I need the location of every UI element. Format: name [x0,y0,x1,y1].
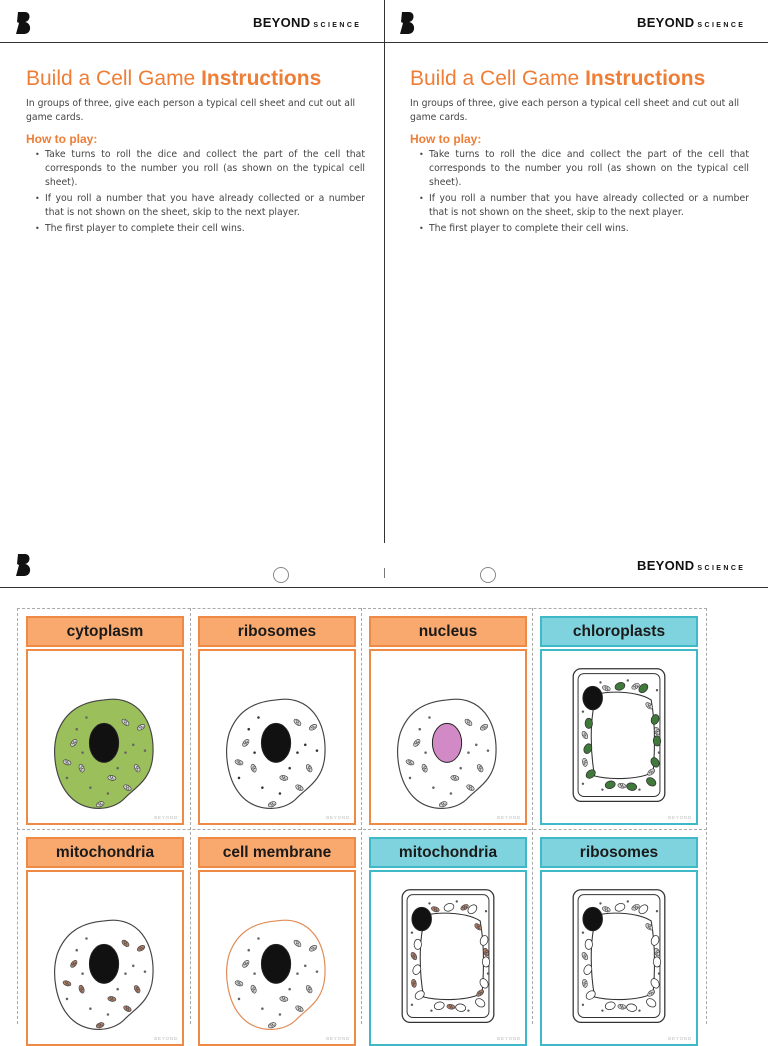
cut-line [17,608,18,1024]
game-card [540,837,698,1046]
card-illustration-frame [369,870,527,1046]
card-illustration-frame [26,649,184,825]
card-watermark: BEYOND [668,1036,692,1041]
card-label: cell membrane [198,837,356,868]
game-card [198,616,356,825]
game-card [26,616,184,825]
rule-item: • If you roll a number that you have already collected or a number that is not shown on the sheet, skip to the next player. [417,192,749,220]
plant-cell-icon [542,872,696,1044]
intro-text-right: In groups of three, give each person a typical cell sheet and cut out all game cards. [410,98,740,123]
rules-list-right [417,148,749,238]
page-title-right: Build a Cell Game Instructions [410,67,706,90]
plant-cell-icon [371,872,525,1044]
card-watermark: BEYOND [326,815,350,820]
game-card [369,616,527,825]
game-card [198,837,356,1046]
rule-item: • The first player to complete their cell wins. [33,222,365,236]
how-to-play-left: How to play: [26,132,98,146]
beyond-logo-icon [14,552,34,578]
rules-list-left [33,148,365,238]
card-watermark: BEYOND [497,1036,521,1041]
brand-wordmark [253,15,361,30]
card-watermark: BEYOND [154,815,178,820]
brand-sub: SCIENCE [697,565,746,572]
animal-cell-icon [200,651,354,823]
cut-line [706,608,707,1024]
cut-line [17,829,707,830]
card-watermark: BEYOND [154,1036,178,1041]
game-card [26,837,184,1046]
fold-mark [384,568,385,578]
card-label: mitochondria [26,837,184,868]
card-watermark: BEYOND [326,1036,350,1041]
game-card [369,837,527,1046]
card-label: nucleus [369,616,527,647]
center-divider [384,0,385,543]
punch-hole-icon [273,567,289,583]
game-card [540,616,698,825]
animal-cell-icon [200,872,354,1044]
rule-item: • Take turns to roll the dice and collect the part of the cell that corresponds to the number you roll (as shown on the typical cell sheet). [417,148,749,190]
cut-line [361,608,362,1024]
brand-name: BEYOND [253,15,311,30]
rule-item: • The first player to complete their cell wins. [417,222,749,236]
card-label: ribosomes [198,616,356,647]
cut-line [532,608,533,1024]
plant-cell-icon [542,651,696,823]
cut-line [17,608,707,609]
cut-line [190,608,191,1024]
animal-cell-icon [371,651,525,823]
brand-sub: SCIENCE [313,22,362,29]
card-label: cytoplasm [26,616,184,647]
card-label: ribosomes [540,837,698,868]
card-watermark: BEYOND [497,815,521,820]
card-illustration-frame [540,870,698,1046]
card-label: mitochondria [369,837,527,868]
animal-cell-icon [28,651,182,823]
card-watermark: BEYOND [668,815,692,820]
brand-name: BEYOND [637,558,695,573]
brand-wordmark [637,15,745,30]
rule-item: • Take turns to roll the dice and collect the part of the cell that corresponds to the number you roll (as shown on the typical cell sheet). [33,148,365,190]
lower-divider [0,587,768,588]
beyond-logo-icon [14,10,34,36]
intro-text-left: In groups of three, give each person a typical cell sheet and cut out all game cards. [26,98,356,123]
card-illustration-frame [198,870,356,1046]
brand-sub: SCIENCE [697,22,746,29]
card-label: chloroplasts [540,616,698,647]
beyond-logo-icon [398,10,418,36]
card-illustration-frame [198,649,356,825]
card-illustration-frame [26,870,184,1046]
card-illustration-frame [540,649,698,825]
page-title-left: Build a Cell Game Instructions [26,67,322,90]
rule-item: • If you roll a number that you have already collected or a number that is not shown on the sheet, skip to the next player. [33,192,365,220]
brand-name: BEYOND [637,15,695,30]
brand-wordmark [637,558,745,573]
how-to-play-right: How to play: [410,132,482,146]
punch-hole-icon [480,567,496,583]
animal-cell-icon [28,872,182,1044]
card-illustration-frame [369,649,527,825]
